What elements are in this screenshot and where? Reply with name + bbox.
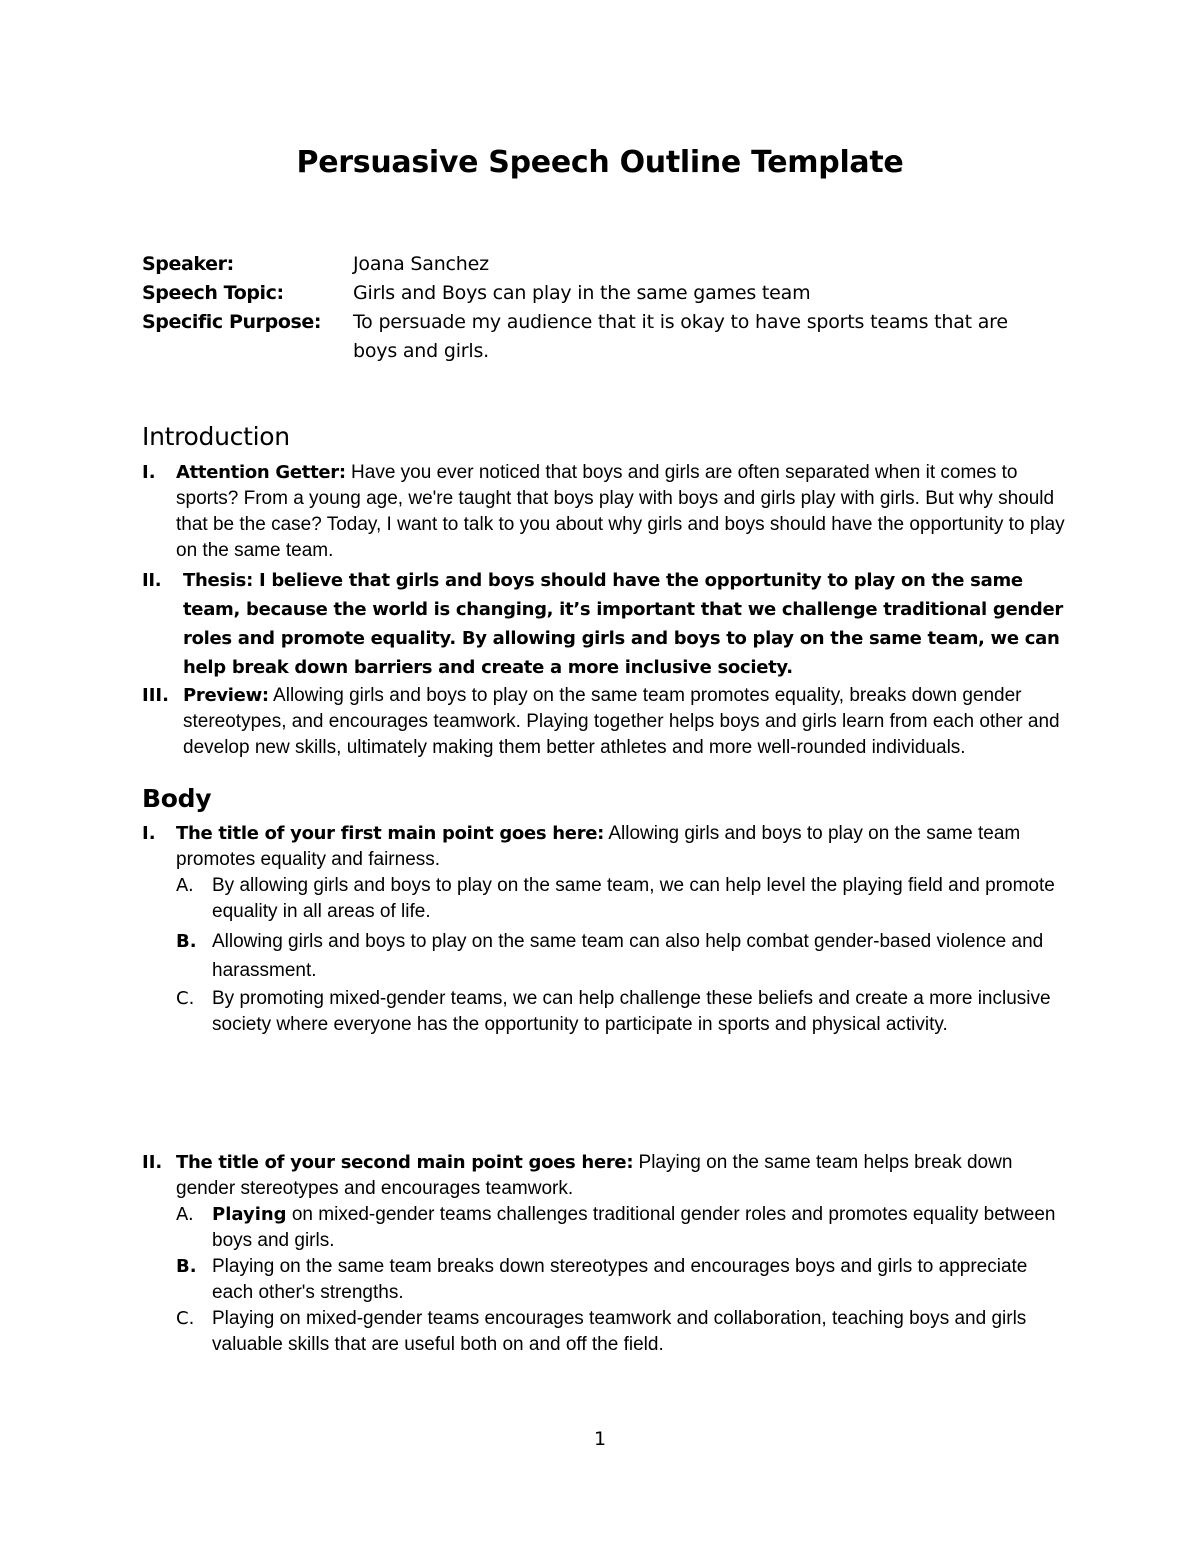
topic-label: Speech Topic: [142,282,284,304]
topic-row [142,279,1042,308]
speaker-row [142,250,1042,279]
sub-point-letter: A. [176,875,194,896]
item-text: Allowing girls and boys to play on the same team promotes equality, breaks down gender stereotypes, and encourages teamwork. Playing together helps boys and girls learn from each other and develop new skills, ultimately making them better athletes and more well-rounded individuals. [183,685,1060,758]
sub-point [142,986,1072,1038]
second-main-point [142,1150,1072,1358]
sub-point-text: By promoting mixed-gender teams, we can help challenge these beliefs and create a more inclusive society where everyone has the opportunity to participate in sports and physical activity. [212,988,1051,1035]
item-lead: Attention Getter: [176,462,346,483]
sub-point [142,927,1072,985]
sub-point [142,1202,1072,1254]
sub-point-letter: B. [176,931,197,952]
speaker-label: Speaker: [142,253,234,275]
sub-point-text: on mixed-gender teams challenges traditional gender roles and promotes equality between boys and girls. [212,1204,1056,1251]
item-lead: The title of your second main point goes here: [176,1152,634,1173]
page-number: 1 [593,1428,607,1450]
sub-point [142,1306,1072,1358]
topic-value: Girls and Boys can play in the same games team [353,282,811,304]
preview-item [142,683,1072,761]
introduction-heading: Introduction [142,422,290,451]
item-text: Allowing girls and boys to play on the same team promotes equality and fairness. [176,823,1021,870]
item-number: II. [142,1152,163,1173]
sub-point-letter: C. [176,1308,195,1329]
sub-point-letter: B. [176,1256,197,1277]
body-heading: Body [142,784,212,813]
purpose-label: Specific Purpose: [142,311,322,333]
sub-point [142,873,1072,925]
sub-point [142,1254,1072,1306]
item-number: III. [142,685,169,706]
sub-point-strong: Playing [212,1204,287,1225]
attention-getter-item [142,460,1072,564]
purpose-value: To persuade my audience that it is okay to have sports teams that are boys and girls. [353,311,1008,362]
item-text: I believe that girls and boys should have the opportunity to play on the same team, because the world is changing, it’s important that we challenge traditional gender roles and promote equality. By allowing girls and boys to play on the same team, we can help break down barriers and create a more inclusive society. [183,570,1063,678]
item-number: II. [142,570,162,591]
speech-metadata [142,250,1042,366]
page-title: Persuasive Speech Outline Template [296,145,904,180]
sub-point-text: Playing on mixed-gender teams encourages teamwork and collaboration, teaching boys and girls valuable skills that are useful both on and off the field. [212,1308,1027,1355]
sub-point-text: By allowing girls and boys to play on the same team, we can help level the playing field and promote equality in all areas of life. [212,875,1055,922]
sub-point-letter: C. [176,988,195,1009]
speaker-value: Joana Sanchez [353,253,489,275]
thesis-item [142,566,1072,682]
item-text: Have you ever noticed that boys and girls are often separated when it comes to sports? From a young age, we're taught that boys play with boys and girls play with girls. But why should that be the case? Today, I want to talk to you about why girls and boys should have the opportunity to play on the same team. [176,462,1065,561]
purpose-row [142,308,1042,366]
main-point-item [142,821,1072,873]
item-number: I. [142,823,156,844]
item-number: I. [142,462,156,483]
item-lead: Preview: [183,685,269,706]
introduction-list [142,460,1072,761]
sub-point-text: Allowing girls and boys to play on the same team can also help combat gender-based violence and harassment. [212,931,1044,981]
item-lead: The title of your first main point goes here: [176,823,605,844]
sub-point-text: Playing on the same team breaks down stereotypes and encourages boys and girls to appreciate each other's strengths. [212,1256,1028,1303]
item-lead: Thesis: [183,570,253,591]
first-main-point [142,821,1072,1038]
sub-point-letter: A. [176,1204,194,1225]
item-text: Playing on the same team helps break down gender stereotypes and encourages teamwork. [176,1152,1013,1199]
main-point-item [142,1150,1072,1202]
